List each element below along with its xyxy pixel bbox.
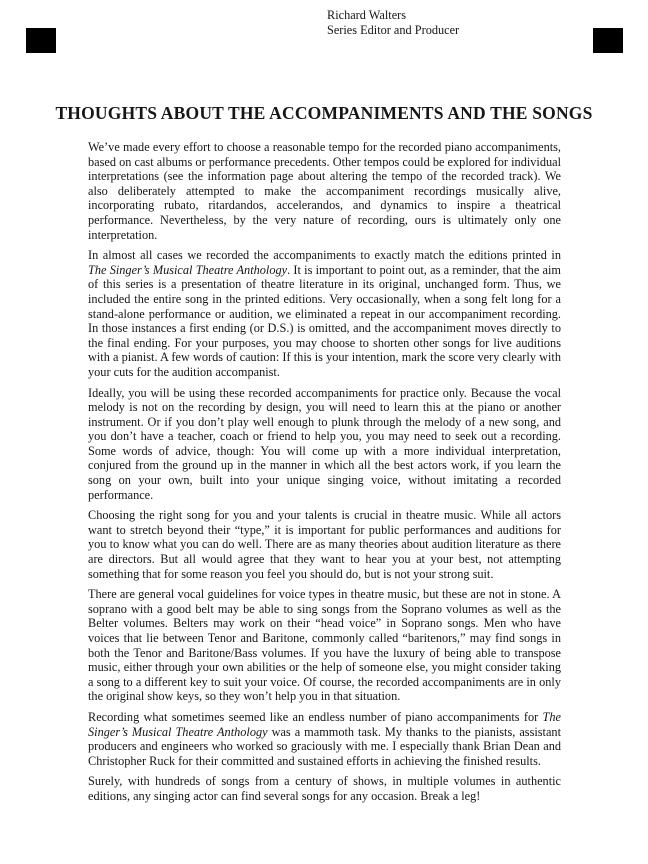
text-run: . It is important to point out, as a reminder, that the aim of this series is a presentation of theatre literature in its original, unchanged form. Thus, we included the entire song in the printed editions. Very occasionally, when a song felt long for a stand-alone performance or audition, we eliminated a repeat in our accompaniment recording. In those instances a first ending (or D.S.) is omitted, and the accompaniment moves directly to the final ending. For your purposes, you may choose to shorten other songs for live auditions with a pianist. A few words of caution: If this is your intention, mark the score very clearly with your cuts for the audition accompanist.	[88, 262, 561, 379]
text-run: was a mammoth task. My thanks to the pianists, assistant producers and engineers who worked so graciously with me. I especially thank Brian Dean and Christopher Ruck for their committed and sustained efforts in achieving the finished results.	[88, 724, 561, 768]
paragraph	[88, 710, 561, 768]
signature-name: Richard Walters	[327, 8, 407, 22]
paragraph	[88, 774, 561, 803]
text-run: In almost all cases we recorded the accompaniments to exactly match the editions printed in	[88, 248, 561, 263]
italic-text-run: The Singer’s Musical Theatre Anthology	[88, 709, 561, 739]
italic-text-run: The Singer’s Musical Theatre Anthology	[88, 262, 288, 277]
page-title: THOUGHTS ABOUT THE ACCOMPANIMENTS AND THE SONGS	[55, 103, 593, 123]
corner-mark-left	[26, 28, 56, 53]
text-run: Recording what sometimes seemed like an endless number of piano accompaniments for	[88, 709, 543, 724]
text-run: Choosing the right song for you and your talents is crucial in theatre music. While all actors want to stretch beyond their “type,” it is important for public performances and auditions for you to know what you can do well. There are as many theories about audition literature as there are directors. But all would agree that they want to hear you at your best, not attempting something that for some reason you feel you should do, but is not your strong suit.	[88, 508, 561, 581]
paragraph	[88, 248, 561, 379]
paragraph	[88, 386, 561, 503]
paragraph	[88, 508, 561, 581]
text-run: There are general vocal guidelines for voice types in theatre music, but these are not in stone. A soprano with a good belt may be able to sing songs from the Soprano volumes as well as the Belter volumes. Belters may work on their “head voice” in Soprano songs. Men who have voices that lie between Tenor and Baritone, commonly called “baritenors,” may find songs in both the Tenor and Baritone/Bass volumes. If you have the luxury of being able to transpose music, either through your own abilities or the help of someone else, you might consider taking a song to a different key to suit your voice. Of course, the recorded accompaniments are in only the original show keys, so they won’t help you in that situation.	[88, 587, 561, 704]
text-run: Surely, with hundreds of songs from a century of shows, in multiple volumes in authentic editions, any singing actor can find several songs for any occasion. Break a leg!	[88, 774, 561, 803]
signature-role: Series Editor and Producer	[327, 23, 460, 37]
text-run: Ideally, you will be using these recorded accompaniments for practice only. Because the vocal melody is not on the recording by design, you will need to learn this at the piano or another instrument. Or if you don’t play well enough to plunk through the melody of a new song, and you don’t have a teacher, coach or friend to help you, you may need to seek out a recording. Some words of advice, though: You will come up with a more individual interpretation, conjured from the ground up in the manner in which all the best actors work, if you learn the song on your own, built into your unique singing voice, without imitating a recorded performance.	[88, 385, 561, 502]
corner-mark-right	[593, 28, 623, 53]
paragraph	[88, 140, 561, 242]
body-text	[88, 140, 561, 810]
text-run: We’ve made every effort to choose a reasonable tempo for the recorded piano accompaniments, based on cast albums or performance precedents. Other tempos could be explored for individual interpretations (see the information page about altering the tempo of the recorded track). We also deliberately attempted to make the accompaniment recordings musically alive, incorporating rubato, ritardandos, accelerandos, and dynamics to inspire a theatrical performance. Nevertheless, by the very nature of recording, ours is ultimately only one interpretation.	[88, 140, 561, 242]
paragraph	[88, 587, 561, 704]
